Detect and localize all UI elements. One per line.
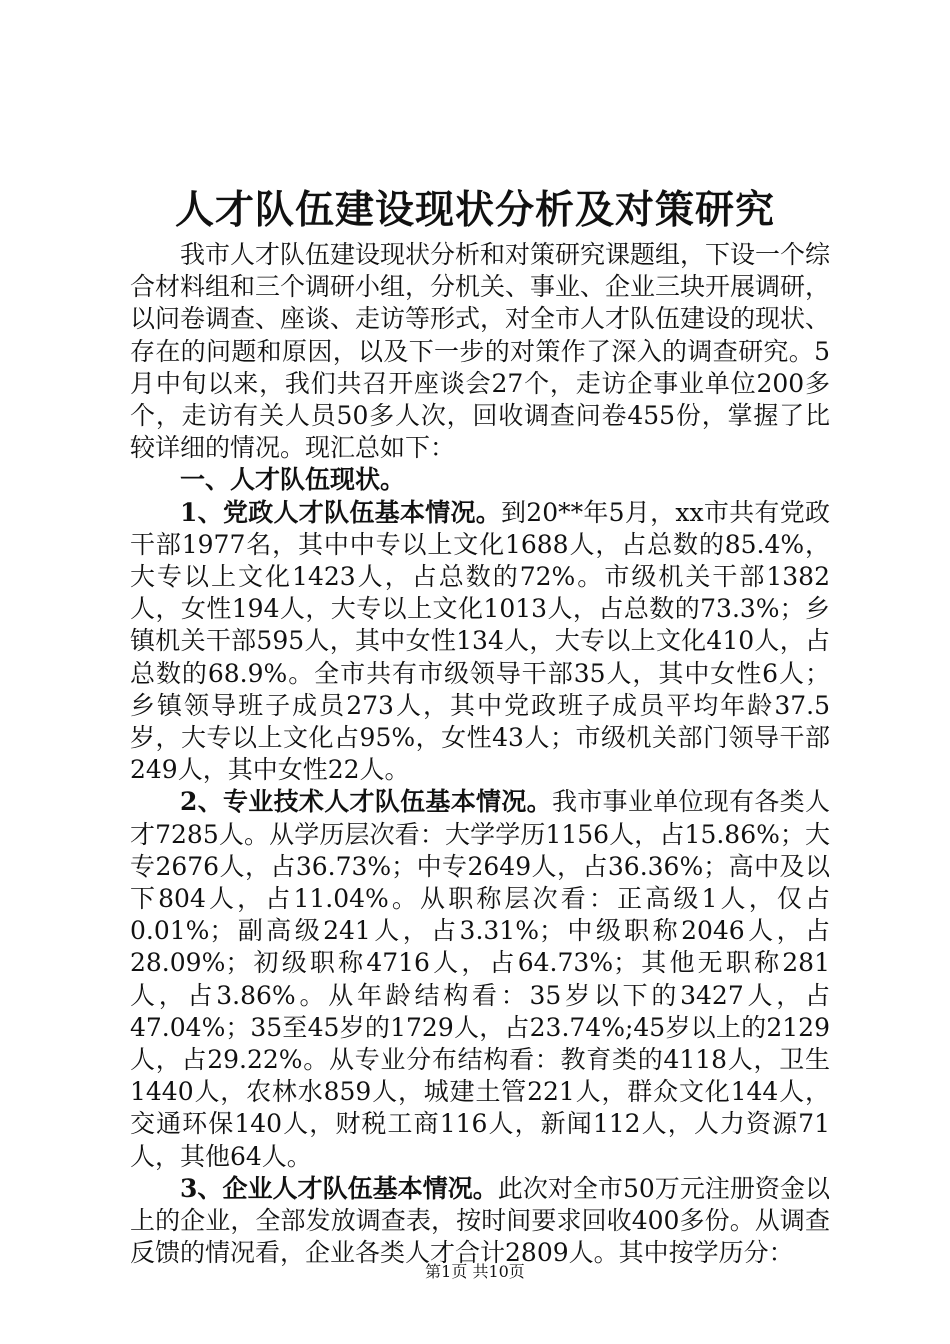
intro-paragraph: 我市人才队伍建设现状分析和对策研究课题组，下设一个综合材料组和三个调研小组，分机关、事业、企业三块开展调研，以问卷调查、座谈、走访等形式，对全市人才队伍建设的现状、存在的问题和原因，以及下一步的对策作了深入的调查研究。5月中旬以来，我们共召开座谈会27个，走访企事业单位200多个，走访有关人员50多人次，回收调查问卷455份，掌握了比较详细的情况。现汇总如下： (130, 240, 831, 463)
paragraph-text: 到20**年5月，xx市共有党政干部1977名，其中中专以上文化1688人，占总数的85.4%，大专以上文化1423人，占总数的72%。市级机关干部1382人，女性194人，大专以上文化1013人，占总数的73.3%；乡镇机关干部595人，其中女性134人，大专以上文化410人，占总数的68.9%。全市共有市级领导干部35人，其中女性6人；乡镇领导班子成员273人，其中党政班子成员平均年龄37.5岁，大专以上文化占95%，女性43人；市级机关部门领导干部249人，其中女性22人。 (130, 497, 830, 785)
paragraph-lead: 1、党政人才队伍基本情况。 (180, 497, 502, 527)
paragraph-lead: 3、企业人才队伍基本情况。 (180, 1173, 498, 1203)
paragraph-text: 此次对全市50万元注册资金以上的企业，全部发放调查表，按时间要求回收400多份。从调查反馈的情况看，企业各类人才合计2809人。其中按学历分： (130, 1173, 830, 1268)
paragraph-text: 我市事业单位现有各类人才7285人。从学历层次看：大学学历1156人，占15.86%；大专2676人，占36.73%；中专2649人，占36.36%；高中及以下804人，占11.04%。从职称层次看：正高级1人，仅占0.01%；副高级241人，占3.31%；中级职称2046人，占28.09%；初级职称4716人，占64.73%；其他无职称281人，占3.86%。从年龄结构看：35岁以下的3427人，占47.04%；35至45岁的1729人，占23.74%;45岁以上的2129人，占29.22%。从专业分布结构看：教育类的4118人，卫生1440人，农林水859人，城建土管221人，群众文化144人，交通环保140人，财税工商116人，新闻112人，人力资源71人，其他64人。 (130, 787, 830, 1171)
document-title: 人才队伍建设现状分析及对策研究 (174, 187, 775, 233)
page-footer: 第1页 共10页 (425, 1262, 525, 1281)
paragraph-party-cadres (130, 497, 830, 787)
section-heading: 一、人才队伍现状。 (180, 465, 406, 495)
paragraph-professional-talent (130, 786, 830, 1172)
document-body (130, 239, 830, 1270)
paragraph-lead: 2、专业技术人才队伍基本情况。 (180, 787, 552, 817)
paragraph-enterprise-talent (130, 1173, 830, 1270)
